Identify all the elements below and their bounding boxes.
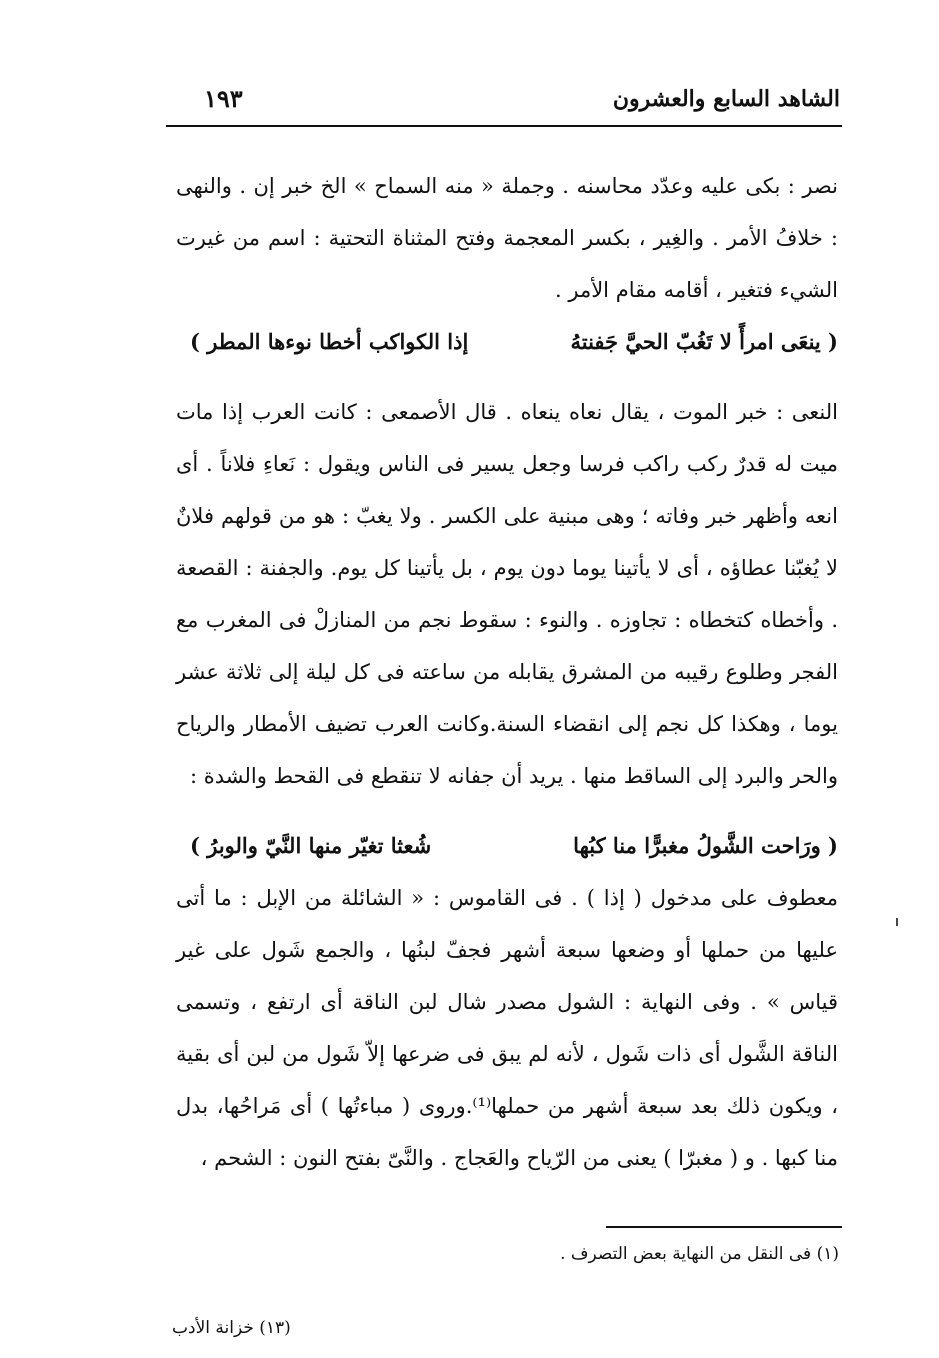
printer-signature: (١٣) خزانة الأدب	[172, 1318, 291, 1338]
margin-mark	[896, 918, 898, 926]
verse-1	[176, 316, 838, 368]
spacer	[176, 368, 838, 386]
body-text	[176, 160, 838, 1184]
paragraph-1: نصر : بكى عليه وعدّد محاسنه . وجملة « منه السماح » الخ خبر إن . والنهى : خلافُ الأمر . والغِير ، بكسر المعجمة وفتح المثناة التحتية : اسم من غيرت الشيء فتغير ، أقامه مقام الأمر .	[176, 174, 838, 302]
page-header	[170, 82, 840, 122]
footnote: (١) فى النقل من النهاية بعض التصرف .	[560, 1244, 839, 1264]
spacer	[176, 802, 838, 820]
paragraph-3: معطوف على مدخول ( إذا ) . فى القاموس : « الشائلة من الإبل : ما أتى عليها من حملها أو وضعها سبعة أشهر فجفّ لبنُها ، والجمع شَول على غير قياس » . وفى النهاية : الشول مصدر شال لبن الناقة أى ارتفع ، وتسمى الناقة الشَّول أى ذات شَول ، لأنه لم يبق فى ضرعها إلاّ شَول من لبن أى بقية ، ويكون ذلك بعد سبعة أشهر من حملها⁽¹⁾.وروى ( مباءتُها ) أى مَراحُها، بدل منا كبها . و ( مغبرّا ) يعنى من الرّياح والعَجاج . والنَّىّ بفتح النون : الشحم ،	[176, 886, 838, 1170]
running-title: الشاهد السابع والعشرون	[612, 86, 840, 112]
verse-1-second-hemistich: إذا الكواكب أخطا نوءها المطر )	[190, 329, 469, 354]
footnote-rule	[606, 1226, 842, 1228]
header-rule	[166, 125, 842, 127]
verse-1-first-hemistich: ( ينعَى امرأً لا تَغُبّ الحيَّ جَفنتهُ	[570, 329, 838, 354]
paragraph-2: النعى : خبر الموت ، يقال نعاه ينعاه . قال الأصمعى : كانت العرب إذا مات ميت له قدرٌ ركب راكب فرسا وجعل يسير فى الناس ويقول : نَعاءِ فلاناً . أى انعه وأظهر خبر وفاته ؛ وهى مبنية على الكسر . ولا يغبّ : هو من قولهم فلانٌ لا يُغبّنا عطاؤه ، أى لا يأتينا يوما دون يوم ، بل يأتينا كل يوم. والجفنة : القصعة . وأخطاه كتخطاه : تجاوزه . والنوء : سقوط نجم من المنازلْ فى المغرب مع الفجر وطلوع رقيبه من المشرق يقابله من ساعته فى كل ليلة إلى ثلاثة عشر يوما ، وهكذا كل نجم إلى انقضاء السنة.وكانت العرب تضيف الأمطار والرياح والحر والبرد إلى الساقط منها . يريد أن جفانه لا تنقطع فى القحط والشدة :	[176, 400, 838, 788]
verse-2	[176, 820, 838, 872]
verse-2-second-hemistich: شُعثا تغيّر منها النَّيّ والوبرُ )	[190, 833, 432, 858]
verse-2-first-hemistich: ( ورَاحت الشَّولُ مغبرًّا منا كبُها	[573, 833, 838, 858]
page-number: ١٩٣	[204, 84, 243, 113]
